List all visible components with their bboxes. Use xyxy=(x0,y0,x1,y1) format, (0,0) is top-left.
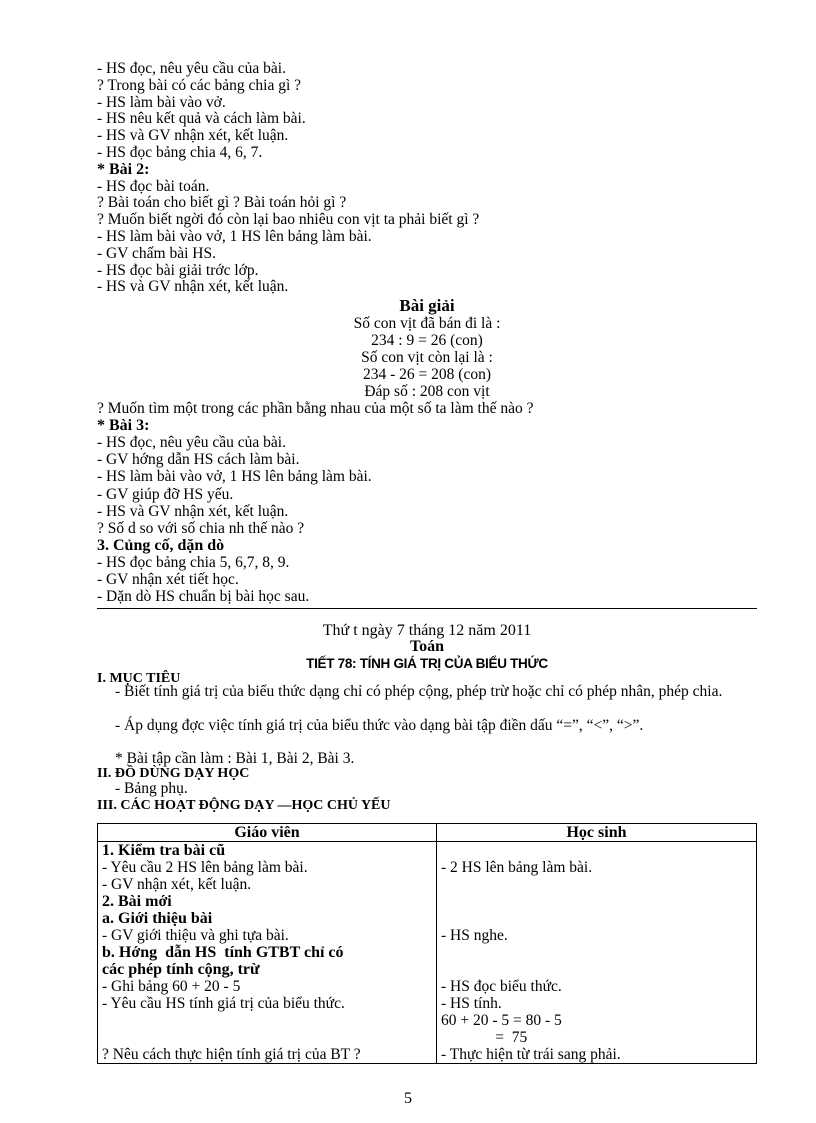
teacher-cell xyxy=(98,842,437,894)
mid-line: - HS và GV nhận xét, kết luận. xyxy=(97,502,289,520)
table-row xyxy=(98,893,757,944)
teacher-cell-line: 2. Bài mới xyxy=(102,893,172,910)
student-cell-line: - 2 HS lên bảng làm bài. xyxy=(441,859,593,876)
section-materials-heading: II. ĐỒ DÙNG DẠY HỌC xyxy=(97,766,250,781)
divider-line xyxy=(97,608,757,609)
top-line: - HS đọc, nêu yêu cầu của bài. xyxy=(97,60,286,77)
teacher-cell-line: - Ghi bảng 60 + 20 - 5 xyxy=(102,978,241,995)
lesson-date: Thứ t ngày 7 tháng 12 năm 2011 xyxy=(322,622,532,639)
student-cell-line: = 75 xyxy=(441,1029,528,1046)
student-column-header: Học sinh xyxy=(437,824,757,842)
teacher-cell-line: - GV nhận xét, kết luận. xyxy=(102,876,252,893)
teacher-cell-line: b. Hớng dẫn HS tính GTBT chỉ có xyxy=(102,944,344,961)
top-line: ? Bài toán cho biết gì ? Bài toán hỏi gì ? xyxy=(97,194,347,212)
teacher-cell-line: 1. Kiểm tra bài cũ xyxy=(102,842,226,859)
solution-title: Bài giải xyxy=(399,296,455,315)
teacher-cell-line xyxy=(102,1029,432,1046)
top-line: - GV chấm bài HS. xyxy=(97,244,216,262)
teacher-cell-line: a. Giới thiệu bài xyxy=(102,910,213,927)
student-cell xyxy=(437,944,757,1064)
solution-line: Số con vịt đã bán đi là : xyxy=(353,315,501,332)
student-cell-line xyxy=(441,944,752,961)
top-line: - HS làm bài vào vở. xyxy=(97,93,226,111)
student-cell-line xyxy=(441,842,752,859)
student-cell-line xyxy=(441,961,752,978)
student-cell xyxy=(437,842,757,894)
student-cell-line: - HS đọc biểu thức. xyxy=(441,978,562,995)
mid-line: - HS đọc, nêu yêu cầu của bài. xyxy=(97,434,286,452)
top-line: - HS làm bài vào vở, 1 HS lên bảng làm bài. xyxy=(97,228,372,245)
mid-line: * Bài 3: xyxy=(97,417,150,435)
teacher-cell-line: - Yêu cầu 2 HS lên bảng làm bài. xyxy=(102,859,308,876)
mid-line: 3. Củng cố, dặn dò xyxy=(97,536,225,554)
table-row xyxy=(98,944,757,1064)
student-cell-line: - HS tính. xyxy=(441,995,502,1012)
solution-line: Đáp số : 208 con vịt xyxy=(364,383,490,400)
objective-1: - Biết tính giá trị của biểu thức dạng chỉ có phép cộng, phép trừ hoặc chỉ có phép nhân, phép chia. xyxy=(115,683,723,700)
student-cell-line xyxy=(441,910,752,927)
mid-line: ? Số d so với số chia nh thế nào ? xyxy=(97,519,305,537)
solution-line: Số con vịt còn lại là : xyxy=(361,349,493,366)
mid-line: - HS làm bài vào vở, 1 HS lên bảng làm bài. xyxy=(97,468,372,486)
teacher-cell-line: ? Nêu cách thực hiện tính giá trị của BT ? xyxy=(102,1046,361,1063)
solution-line: 234 - 26 = 208 (con) xyxy=(363,366,491,383)
top-line: - HS và GV nhận xét, kết luận. xyxy=(97,127,289,145)
objective-2: - Áp dụng đợc việc tính giá trị của biểu thức vào dạng bài tập điền dấu “=”, “<”, “>”. xyxy=(115,717,644,734)
top-line: * Bài 2: xyxy=(97,160,150,178)
student-cell-line: - Thực hiện từ trái sang phải. xyxy=(441,1046,621,1063)
mid-line: - HS đọc bảng chia 5, 6,7, 8, 9. xyxy=(97,553,290,571)
student-cell-line: 60 + 20 - 5 = 80 - 5 xyxy=(441,1012,562,1029)
mid-line: - GV nhận xét tiết học. xyxy=(97,571,239,588)
mid-line: - GV giúp đỡ HS yếu. xyxy=(97,485,234,503)
page-number: 5 xyxy=(404,1090,412,1107)
top-line: - HS và GV nhận xét, kết luận. xyxy=(97,278,289,296)
table-row xyxy=(98,842,757,894)
activities-table xyxy=(97,823,757,1064)
section-activities-heading: III. CÁC HOẠT ĐỘNG DẠY —HỌC CHỦ YẾU xyxy=(97,798,391,813)
solution-line: 234 : 9 = 26 (con) xyxy=(371,332,483,349)
teacher-cell xyxy=(98,944,437,1064)
top-line: - HS đọc bài toán. xyxy=(97,177,210,195)
student-cell-line: - HS nghe. xyxy=(441,927,508,944)
top-line: - HS nêu kết quả và cách làm bài. xyxy=(97,110,306,128)
teacher-cell-line: - Yêu cầu HS tính giá trị của biểu thức. xyxy=(102,995,345,1012)
mid-line: - GV hớng dẫn HS cách làm bài. xyxy=(97,451,300,469)
section-objectives-heading: I. MỤC TIÊU xyxy=(97,671,181,686)
top-line: ? Muốn biết ngời đó còn lại bao nhiêu con vịt ta phải biết gì ? xyxy=(97,211,480,229)
mid-line: ? Muốn tìm một trong các phần bằng nhau của một số ta làm thế nào ? xyxy=(97,400,534,417)
teacher-cell xyxy=(98,893,437,944)
teacher-column-header: Giáo viên xyxy=(98,824,437,842)
top-line: - HS đọc bảng chia 4, 6, 7. xyxy=(97,144,263,161)
teacher-cell-line: các phép tính cộng, trừ xyxy=(102,961,260,978)
lesson-title: TIẾT 78: TÍNH GIÁ TRỊ CỦA BIỂU THỨC xyxy=(306,656,548,671)
student-cell xyxy=(437,893,757,944)
required-exercises: * Bài tập cần làm : Bài 1, Bài 2, Bài 3. xyxy=(115,750,355,767)
student-cell-line xyxy=(441,893,752,910)
top-line: - HS đọc bài giải trớc lớp. xyxy=(97,261,259,279)
mid-line: - Dặn dò HS chuẩn bị bài học sau. xyxy=(97,588,310,606)
top-line: ? Trong bài có các bảng chia gì ? xyxy=(97,76,302,94)
teacher-cell-line: - GV giới thiệu và ghi tựa bài. xyxy=(102,927,289,944)
lesson-subject: Toán xyxy=(409,638,445,655)
teacher-cell-line xyxy=(102,1012,432,1029)
materials: - Bảng phụ. xyxy=(115,780,188,797)
